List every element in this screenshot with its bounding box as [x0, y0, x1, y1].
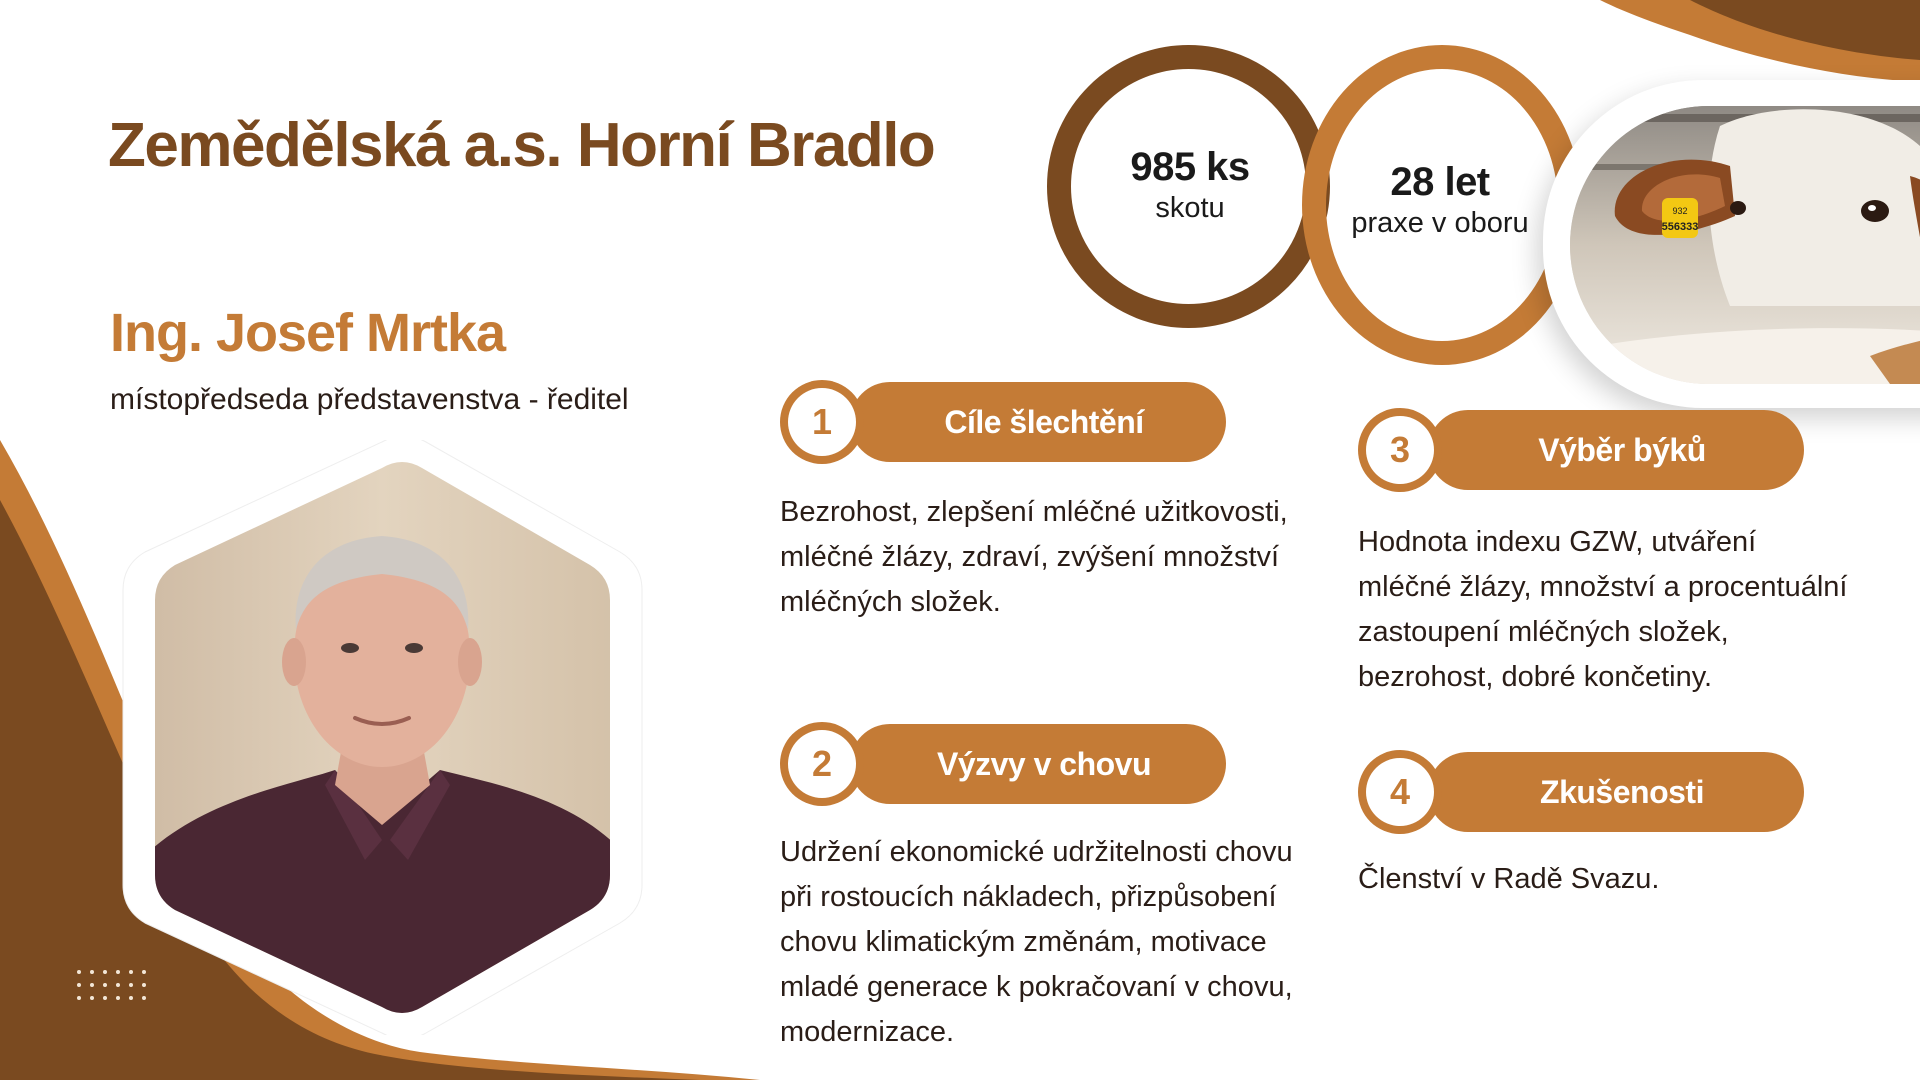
text-line: při rostoucích nákladech, přizpůsobení: [780, 881, 1277, 913]
top-right-wave: [1540, 0, 1920, 90]
section-badge-experience: [1358, 750, 1804, 836]
section-text-2: [780, 830, 1340, 1055]
section-badge-bull-selection: [1358, 408, 1804, 494]
section-badge-challenges: [780, 722, 1226, 808]
section-title-1: Cíle šlechtění: [944, 404, 1144, 440]
section-text-1: [780, 490, 1340, 625]
stat-cattle: [1090, 145, 1290, 225]
text-line: Členství v Radě Svazu.: [1358, 863, 1660, 895]
section-text-4: [1358, 857, 1898, 902]
ear-tag-number: 556333: [1661, 221, 1699, 233]
section-title-2: Výzvy v chovu: [936, 746, 1152, 782]
ear-tag-small: 932: [1672, 206, 1688, 216]
text-line: bezrohost, dobré končetiny.: [1358, 661, 1713, 693]
portrait-photo: [120, 440, 645, 1035]
section-number-3: 3: [1366, 416, 1434, 484]
stat-cattle-label: skotu: [1155, 192, 1225, 224]
text-line: chovu klimatickým změnám, motivace: [780, 926, 1267, 958]
section-title-3: Výběr býků: [1538, 432, 1706, 468]
text-line: Hodnota indexu GZW, utváření: [1358, 526, 1757, 558]
text-line: mléčných složek.: [780, 586, 1001, 618]
company-title: Zemědělská a.s. Horní Bradlo: [108, 111, 935, 180]
person-role: místopředseda představenstva - ředitel: [110, 383, 629, 416]
cow-photo: [1570, 106, 1920, 384]
person-name: Ing. Josef Mrtka: [110, 303, 506, 363]
text-line: modernizace.: [780, 1016, 955, 1048]
stat-cattle-number: 985 ks: [1130, 145, 1250, 189]
section-number-1: 1: [788, 388, 856, 456]
section-text-3: [1358, 520, 1898, 700]
stat-experience: [1330, 160, 1550, 240]
text-line: mléčné žlázy, zdraví, zvýšení množství: [780, 541, 1280, 573]
text-line: Udržení ekonomické udržitelnosti chovu: [780, 836, 1293, 868]
section-title-4: Zkušenosti: [1540, 774, 1704, 810]
stat-experience-label: praxe v oboru: [1351, 207, 1529, 239]
text-line: Bezrohost, zlepšení mléčné užitkovosti,: [780, 496, 1288, 528]
text-line: mladé generace k pokračovaní v chovu,: [780, 971, 1293, 1003]
stat-experience-number: 28 let: [1390, 160, 1490, 204]
text-line: zastoupení mléčných složek,: [1358, 616, 1729, 648]
section-number-4: 4: [1366, 758, 1434, 826]
text-line: mléčné žlázy, množství a procentuální: [1358, 571, 1848, 603]
section-badge-breeding-goals: [780, 380, 1226, 466]
section-number-2: 2: [788, 730, 856, 798]
